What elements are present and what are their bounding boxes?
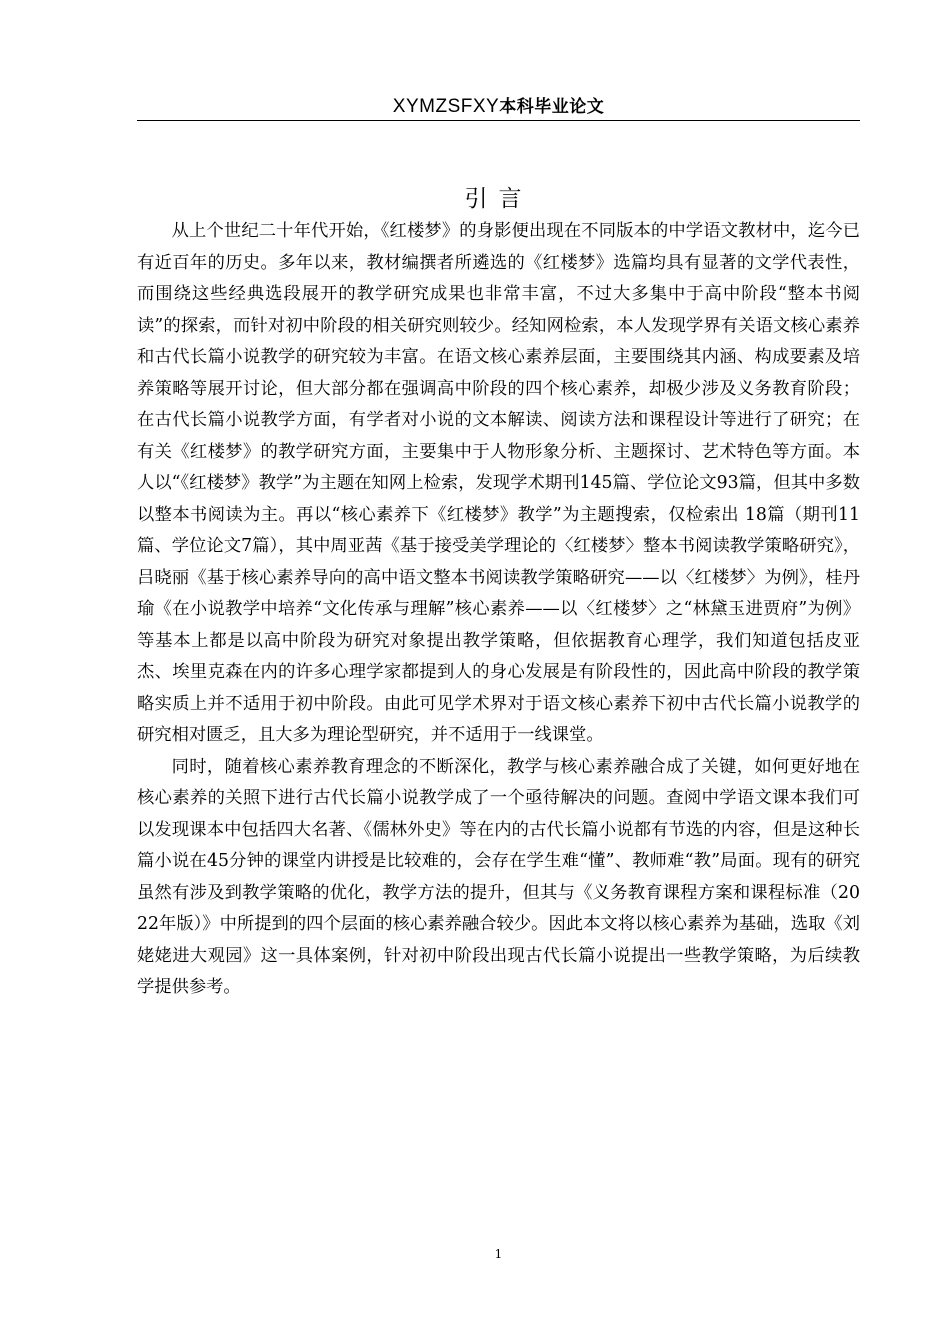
page-header	[137, 92, 860, 120]
body-text	[137, 216, 860, 1004]
header-title: 本科毕业论文	[499, 97, 605, 117]
header-divider	[137, 120, 860, 121]
paragraph: 同时，随着核心素养教育理念的不断深化，教学与核心素养融合成了关键，如何更好地在核心素养的关照下进行古代长篇小说教学成了一个亟待解决的问题。查阅中学语文课本我们可以发现课本中包括四大名著、《儒林外史》等在内的古代长篇小说都有节选的内容，但是这种长篇小说在45分钟的课堂内讲授是比较难的，会存在学生难“懂”、教师难“教”局面。现有的研究虽然有涉及到教学策略的优化，教学方法的提升，但其与《义务教育课程方案和课程标准（2022年版）》中所提到的四个层面的核心素养融合较少。因此本文将以核心素养为基础，选取《刘姥姥进大观园》这一具体案例，针对初中阶段出现古代长篇小说提出一些教学策略，为后续教学提供参考。	[137, 756, 860, 997]
paragraph: 从上个世纪二十年代开始，《红楼梦》的身影便出现在不同版本的中学语文教材中，迄今已有近百年的历史。多年以来，教材编撰者所遴选的《红楼梦》选篇均具有显著的文学代表性，而围绕这些经典选段展开的教学研究成果也非常丰富，不过大多集中于高中阶段“整本书阅读”的探索，而针对初中阶段的相关研究则较少。经知网检索，本人发现学界有关语文核心素养和古代长篇小说教学的研究较为丰富。在语文核心素养层面，主要围绕其内涵、构成要素及培养策略等展开讨论，但大部分都在强调高中阶段的四个核心素养，却极少涉及义务教育阶段；在古代长篇小说教学方面，有学者对小说的文本解读、阅读方法和课程设计等进行了研究；在有关《红楼梦》的教学研究方面，主要集中于人物形象分析、主题探讨、艺术特色等方面。本人以“《红楼梦》教学”为主题在知网上检索，发现学术期刊145篇、学位论文93篇，但其中多数以整本书阅读为主。再以“核心素养下《红楼梦》教学”为主题搜索，仅检索出 18篇（期刊11篇、学位论文7篇），其中周亚茜《基于接受美学理论的〈红楼梦〉整本书阅读教学策略研究》，吕晓丽《基于核心素养导向的高中语文整本书阅读教学策略研究——以〈红楼梦〉为例》，桂丹瑜《在小说教学中培养“文化传承与理解”核心素养——以〈红楼梦〉之“林黛玉进贾府”为例》等基本上都是以高中阶段为研究对象提出教学策略，但依据教育心理学，我们知道包括皮亚杰、埃里克森在内的许多心理学家都提到人的身心发展是有阶段性的，因此高中阶段的教学策略实质上并不适用于初中阶段。由此可见学术界对于语文核心素养下初中古代长篇小说教学的研究相对匮乏，且大多为理论型研究，并不适用于一线课堂。	[137, 221, 860, 745]
section-title: 引言	[464, 186, 533, 213]
page-number: 1	[494, 1247, 503, 1261]
header-code: XYMZSFXY	[392, 96, 500, 117]
